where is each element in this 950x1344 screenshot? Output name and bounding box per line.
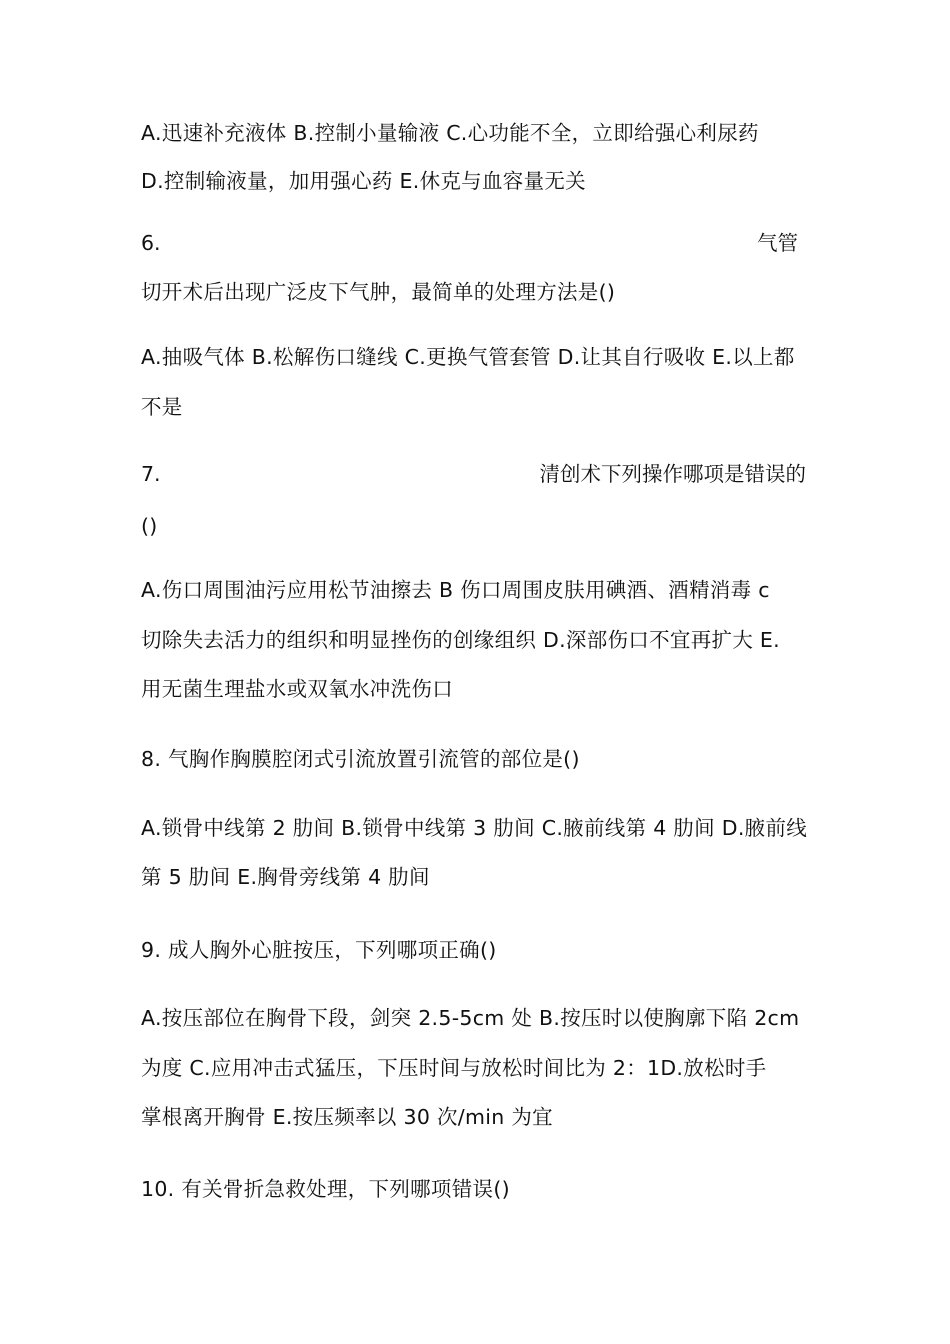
q5-options-line-1: A.迅速补充液体 B.控制小量输液 C.心功能不全，立即给强心利尿药 — [141, 121, 759, 145]
q5-options-line-2: D.控制输液量，加用强心药 E.休克与血容量无关 — [141, 169, 586, 193]
q7-number: 7. — [141, 462, 161, 486]
q6-options-line-2: 不是 — [141, 395, 183, 419]
q6-stem: 切开术后出现广泛皮下气肿，最简单的处理方法是() — [141, 280, 616, 304]
q8-options-line-1: A.锁骨中线第 2 肋间 B.锁骨中线第 3 肋间 C.腋前线第 4 肋间 D.腋前线 — [141, 816, 808, 840]
q6-heading — [141, 229, 798, 257]
q10-stem: 10. 有关骨折急救处理，下列哪项错误() — [141, 1177, 510, 1201]
q8-options-line-2: 第 5 肋间 E.胸骨旁线第 4 肋间 — [141, 865, 430, 889]
q9-options-line-2: 为度 C.应用冲击式猛压，下压时间与放松时间比为 2：1D.放松时手 — [141, 1056, 767, 1080]
q9-options-line-1: A.按压部位在胸骨下段，剑突 2.5-5cm 处 B.按压时以使胸廓下陷 2cm — [141, 1006, 800, 1030]
q6-number: 6. — [141, 231, 161, 255]
q7-stem-start: 清创术下列操作哪项是错误的 — [539, 462, 806, 486]
q6-stem-start: 气管 — [757, 231, 798, 255]
q9-stem: 9. 成人胸外心脏按压，下列哪项正确() — [141, 938, 497, 962]
q8-stem: 8. 气胸作胸膜腔闭式引流放置引流管的部位是() — [141, 747, 580, 771]
q6-options-line-1: A.抽吸气体 B.松解伤口缝线 C.更换气管套管 D.让其自行吸收 E.以上都 — [141, 345, 795, 369]
q7-options-line-3: 用无菌生理盐水或双氧水冲洗伤口 — [141, 677, 453, 701]
q7-stem-end: () — [141, 514, 158, 538]
q9-options-line-3: 掌根离开胸骨 E.按压频率以 30 次/min 为宜 — [141, 1105, 553, 1129]
q7-heading — [141, 460, 806, 488]
q7-options-line-2: 切除失去活力的组织和明显挫伤的创缘组织 D.深部伤口不宜再扩大 E. — [141, 628, 781, 652]
q7-options-line-1: A.伤口周围油污应用松节油擦去 B 伤口周围皮肤用碘酒、酒精消毒 c — [141, 578, 770, 602]
